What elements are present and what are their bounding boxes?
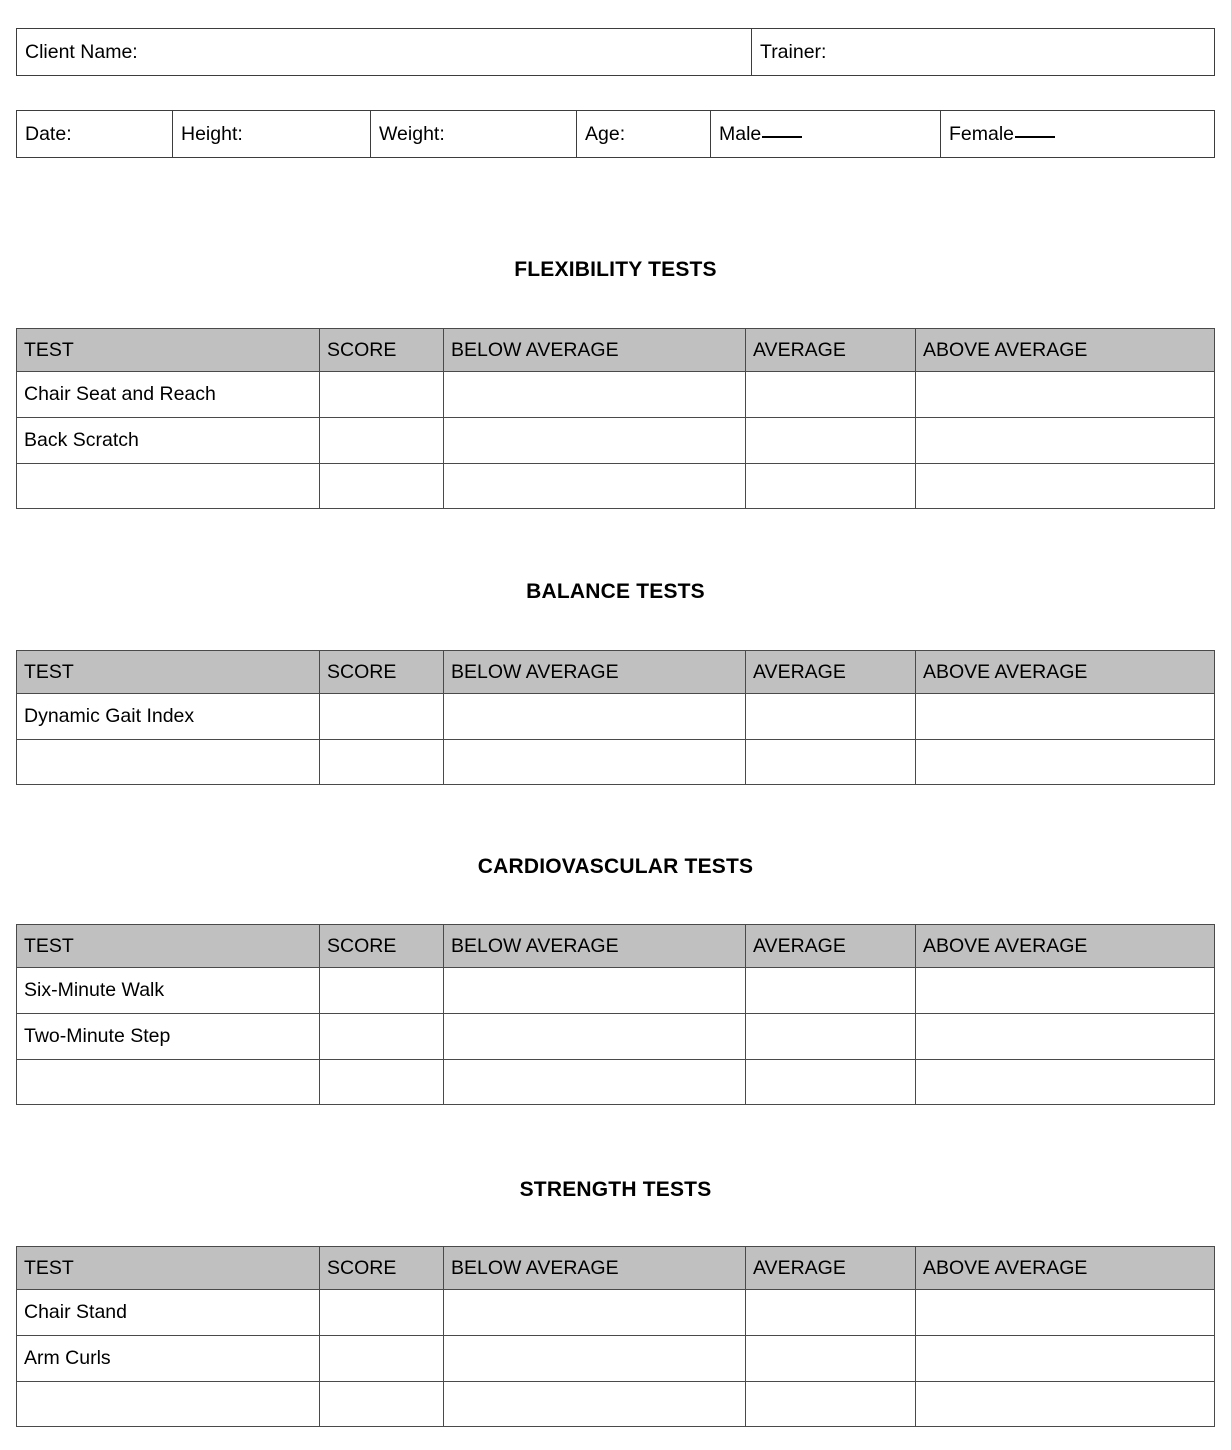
test-name-cell[interactable] <box>17 1382 320 1427</box>
table-header-row <box>17 329 1215 372</box>
table-row <box>17 464 1215 509</box>
table-row <box>17 111 1215 158</box>
average-cell[interactable] <box>746 1290 916 1336</box>
average-cell[interactable] <box>746 1060 916 1105</box>
strength-tests-table <box>16 1246 1215 1427</box>
column-header-average: AVERAGE <box>746 329 916 372</box>
male-label: Male <box>719 123 762 145</box>
column-header-average: AVERAGE <box>746 1247 916 1290</box>
column-header-above-average: ABOVE AVERAGE <box>916 1247 1215 1290</box>
column-header-score: SCORE <box>320 329 444 372</box>
column-header-below-average: BELOW AVERAGE <box>444 329 746 372</box>
section-title-strength: STRENGTH TESTS <box>519 1178 712 1201</box>
below-average-cell[interactable] <box>444 1014 746 1060</box>
table-row <box>17 1014 1215 1060</box>
female-checkbox-field[interactable] <box>941 111 1215 158</box>
weight-label: Weight: <box>379 123 445 145</box>
table-row <box>17 372 1215 418</box>
column-header-test: TEST <box>17 329 320 372</box>
date-field[interactable] <box>17 111 173 158</box>
average-cell[interactable] <box>746 372 916 418</box>
male-blank-line[interactable] <box>762 125 802 138</box>
test-name-cell: Dynamic Gait Index <box>17 694 320 740</box>
column-header-above-average: ABOVE AVERAGE <box>916 329 1215 372</box>
section-title-flexibility: FLEXIBILITY TESTS <box>514 258 717 281</box>
below-average-cell[interactable] <box>444 464 746 509</box>
client-name-label: Client Name: <box>25 41 138 63</box>
flexibility-tests-table <box>16 328 1215 509</box>
below-average-cell[interactable] <box>444 694 746 740</box>
average-cell[interactable] <box>746 1336 916 1382</box>
test-name-cell: Two-Minute Step <box>17 1014 320 1060</box>
column-header-above-average: ABOVE AVERAGE <box>916 651 1215 694</box>
above-average-cell[interactable] <box>916 1336 1215 1382</box>
below-average-cell[interactable] <box>444 1382 746 1427</box>
table-row <box>17 29 1215 76</box>
column-header-test: TEST <box>17 651 320 694</box>
score-cell[interactable] <box>320 1382 444 1427</box>
score-cell[interactable] <box>320 1014 444 1060</box>
above-average-cell[interactable] <box>916 694 1215 740</box>
balance-tests-table <box>16 650 1215 785</box>
score-cell[interactable] <box>320 740 444 785</box>
score-cell[interactable] <box>320 418 444 464</box>
age-label: Age: <box>585 123 626 145</box>
average-cell[interactable] <box>746 694 916 740</box>
above-average-cell[interactable] <box>916 1290 1215 1336</box>
client-info-table <box>16 28 1215 76</box>
table-header-row <box>17 925 1215 968</box>
vitals-table <box>16 110 1215 158</box>
test-name-cell: Chair Seat and Reach <box>17 372 320 418</box>
above-average-cell[interactable] <box>916 1382 1215 1427</box>
score-cell[interactable] <box>320 1336 444 1382</box>
table-row <box>17 694 1215 740</box>
test-name-cell: Back Scratch <box>17 418 320 464</box>
column-header-score: SCORE <box>320 1247 444 1290</box>
client-name-field[interactable] <box>17 29 752 76</box>
column-header-score: SCORE <box>320 925 444 968</box>
test-name-cell: Chair Stand <box>17 1290 320 1336</box>
female-label: Female <box>949 123 1015 145</box>
below-average-cell[interactable] <box>444 1290 746 1336</box>
score-cell[interactable] <box>320 968 444 1014</box>
test-name-cell[interactable] <box>17 464 320 509</box>
date-label: Date: <box>25 123 72 145</box>
trainer-label: Trainer: <box>760 41 827 63</box>
test-name-cell: Six-Minute Walk <box>17 968 320 1014</box>
age-field[interactable] <box>577 111 711 158</box>
above-average-cell[interactable] <box>916 464 1215 509</box>
male-checkbox-field[interactable] <box>711 111 941 158</box>
average-cell[interactable] <box>746 1382 916 1427</box>
cardiovascular-tests-table <box>16 924 1215 1105</box>
column-header-test: TEST <box>17 925 320 968</box>
height-field[interactable] <box>173 111 371 158</box>
table-row <box>17 1336 1215 1382</box>
table-row <box>17 968 1215 1014</box>
above-average-cell[interactable] <box>916 372 1215 418</box>
section-title-balance: BALANCE TESTS <box>526 580 705 603</box>
table-row <box>17 1382 1215 1427</box>
score-cell[interactable] <box>320 372 444 418</box>
column-header-above-average: ABOVE AVERAGE <box>916 925 1215 968</box>
column-header-below-average: BELOW AVERAGE <box>444 651 746 694</box>
table-header-row <box>17 1247 1215 1290</box>
height-label: Height: <box>181 123 243 145</box>
column-header-test: TEST <box>17 1247 320 1290</box>
column-header-average: AVERAGE <box>746 925 916 968</box>
below-average-cell[interactable] <box>444 418 746 464</box>
score-cell[interactable] <box>320 694 444 740</box>
weight-field[interactable] <box>371 111 577 158</box>
average-cell[interactable] <box>746 968 916 1014</box>
table-row <box>17 418 1215 464</box>
column-header-average: AVERAGE <box>746 651 916 694</box>
below-average-cell[interactable] <box>444 372 746 418</box>
above-average-cell[interactable] <box>916 740 1215 785</box>
above-average-cell[interactable] <box>916 968 1215 1014</box>
above-average-cell[interactable] <box>916 1014 1215 1060</box>
test-name-cell: Arm Curls <box>17 1336 320 1382</box>
average-cell[interactable] <box>746 418 916 464</box>
score-cell[interactable] <box>320 1290 444 1336</box>
below-average-cell[interactable] <box>444 968 746 1014</box>
table-row <box>17 740 1215 785</box>
average-cell[interactable] <box>746 1014 916 1060</box>
average-cell[interactable] <box>746 464 916 509</box>
score-cell[interactable] <box>320 1060 444 1105</box>
score-cell[interactable] <box>320 464 444 509</box>
test-name-cell[interactable] <box>17 1060 320 1105</box>
test-name-cell[interactable] <box>17 740 320 785</box>
below-average-cell[interactable] <box>444 740 746 785</box>
column-header-below-average: BELOW AVERAGE <box>444 925 746 968</box>
section-title-cardiovascular: CARDIOVASCULAR TESTS <box>477 855 754 878</box>
average-cell[interactable] <box>746 740 916 785</box>
female-blank-line[interactable] <box>1015 125 1055 138</box>
above-average-cell[interactable] <box>916 418 1215 464</box>
table-row <box>17 1290 1215 1336</box>
column-header-score: SCORE <box>320 651 444 694</box>
above-average-cell[interactable] <box>916 1060 1215 1105</box>
table-header-row <box>17 651 1215 694</box>
table-row <box>17 1060 1215 1105</box>
trainer-field[interactable] <box>752 29 1215 76</box>
below-average-cell[interactable] <box>444 1336 746 1382</box>
below-average-cell[interactable] <box>444 1060 746 1105</box>
column-header-below-average: BELOW AVERAGE <box>444 1247 746 1290</box>
